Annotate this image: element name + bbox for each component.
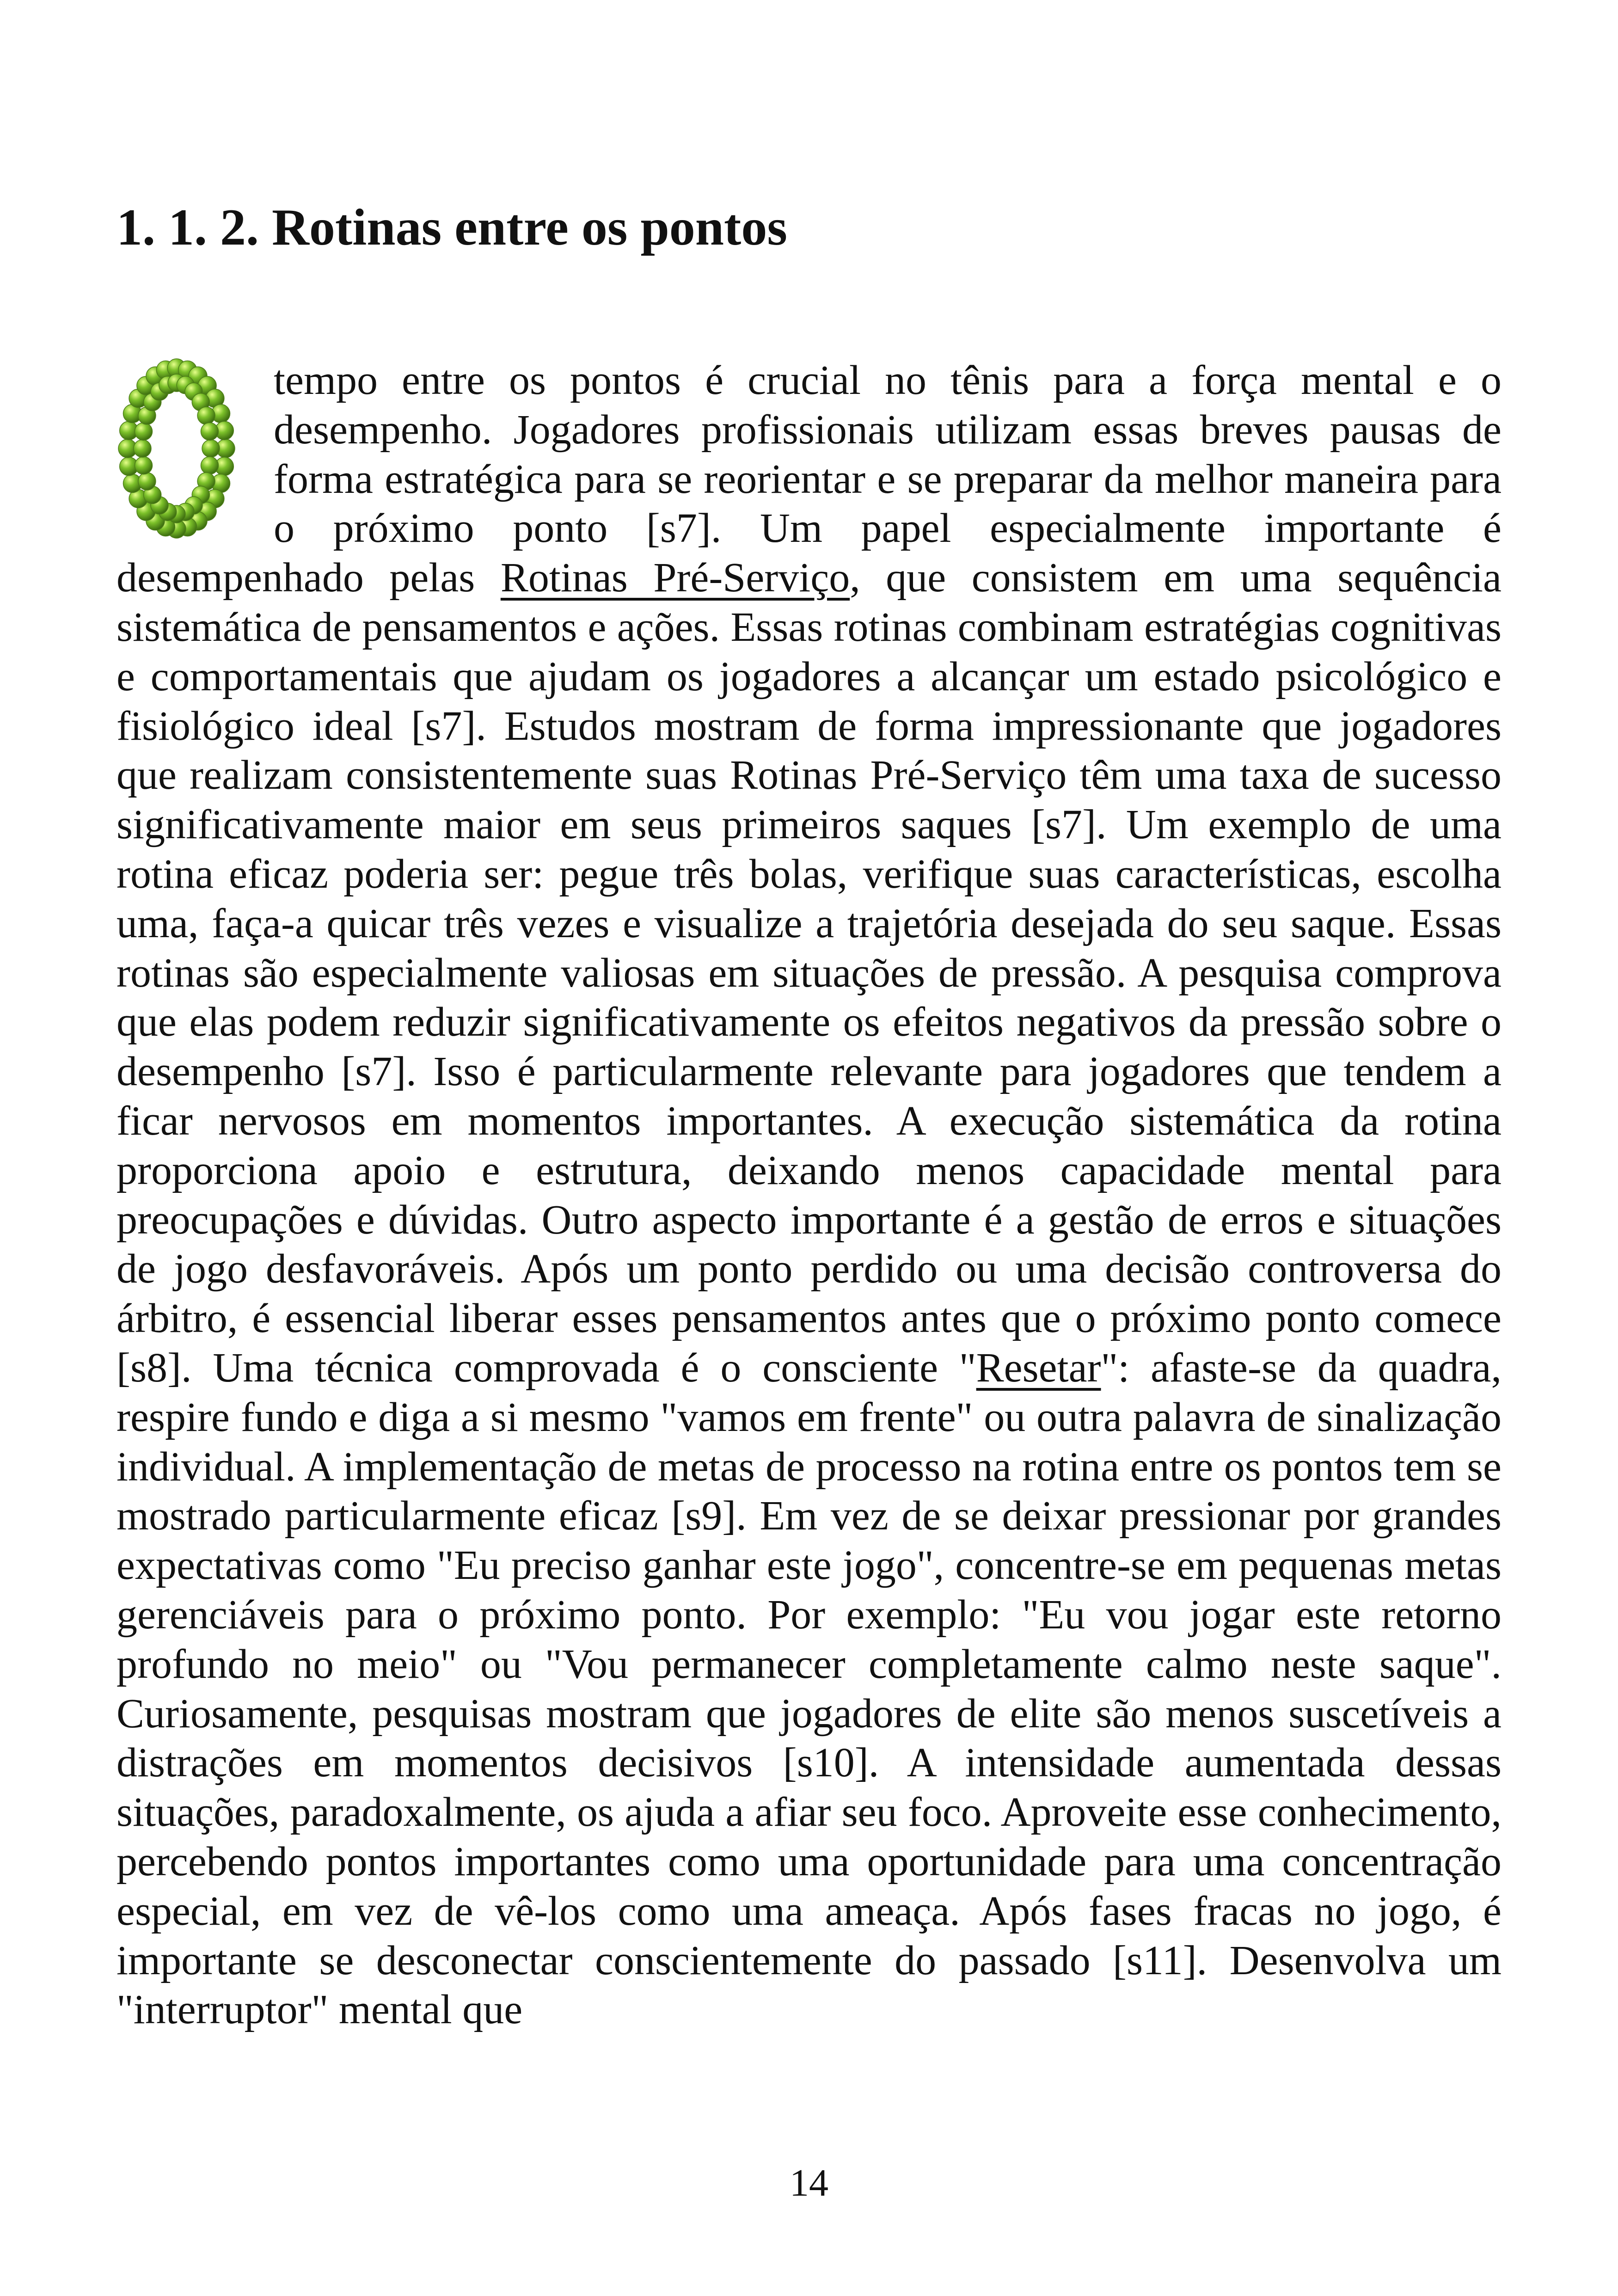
tennis-ball-bead-icon — [135, 423, 153, 440]
section-heading: 1. 1. 2. Rotinas entre os pontos — [116, 199, 787, 256]
tennis-ball-bead-icon — [201, 457, 219, 474]
page-number: 14 — [790, 2161, 828, 2204]
drop-cap-o-icon — [116, 356, 255, 550]
paragraph-text-2: , que consistem em uma sequência sistemática de pensamentos e ações. Essas rotinas combinam estratégias cognitivas e comportamentais que ajudam os jogadores a alcançar um estado psicológico e fisiológico ideal [s7]. Estudos mostram de forma impressionante que jogadores que realizam consistentemente suas Rotinas Pré-Serviço têm uma taxa de sucesso significativamente maior em seus primeiros saques [s7]. Um exemplo de uma rotina eficaz poderia ser: pegue três bolas, verifique suas características, escolha uma, faça-a quicar três vezes e visualize a trajetória desejada do seu saque. Essas rotinas são especialmente valiosas em situações de pressão. A pesquisa comprova que elas podem reduzir significativamente os efeitos negativos da pressão sobre o desempenho [s7]. Isso é particularmente relevante para jogadores que tendem a ficar nervosos em momentos importantes. A execução sistemática da rotina proporciona apoio e estrutura, deixando menos capacidade mental para preocupações e dúvidas. Outro aspecto importante é a gestão de erros e situações de jogo desfavoráveis. Após um ponto perdido ou uma decisão controversa do árbitro, é essencial liberar esses pensamentos antes que o próximo ponto comece [s8]. Uma técnica comprovada é o consciente " — [116, 555, 1502, 1391]
tennis-ball-bead-icon — [134, 440, 151, 457]
tennis-ball-bead-icon — [138, 473, 156, 490]
body-paragraph — [116, 356, 1502, 2035]
tennis-ball-bead-icon — [202, 440, 220, 457]
tennis-ball-bead-icon — [197, 407, 215, 424]
tennis-ball-bead-icon — [135, 457, 153, 474]
link-resetar[interactable]: Resetar — [976, 1344, 1101, 1391]
paragraph-text-3: ": afaste-se da quadra, respire fundo e diga a si mesmo "vamos em frente" ou outra palavra de sinalização individual. A implementação de metas de processo na rotina entre os pontos tem se mostrado particularmente eficaz [s9]. Em vez de se deixar pressionar por grandes expectativas como "Eu preciso ganhar este jogo", concentre-se em pequenas metas gerenciáveis para o próximo ponto. Por exemplo: "Eu vou jogar este retorno profundo no meio" ou "Vou permanecer completamente calmo neste saque". Curiosamente, pesquisas mostram que jogadores de elite são menos suscetíveis a distrações em momentos decisivos [s10]. A intensidade aumentada dessas situações, paradoxalmente, os ajuda a afiar seu foco. Aproveite esse conhecimento, percebendo pontos importantes como uma oportunidade para uma concentração especial, em vez de vê-los como uma ameaça. Após fases fracas no jogo, é importante se desconectar conscientemente do passado [s11]. Desenvolva um "interruptor" mental que — [116, 1344, 1502, 2033]
paragraph-text-1: tempo entre os pontos é crucial no tênis para a força mental e o desempenho. Jogadores profissionais utilizam essas breves pausas de forma estratégica para se reorientar e se preparar da melhor maneira para o próximo ponto [s7]. Um papel especialmente importante é desempenhado pelas — [116, 357, 1502, 601]
link-rotinas-pre-servico[interactable]: Rotinas Pré-Serviço — [500, 555, 850, 601]
tennis-ball-bead-icon — [201, 423, 219, 440]
drop-cap-graphic — [116, 356, 237, 541]
